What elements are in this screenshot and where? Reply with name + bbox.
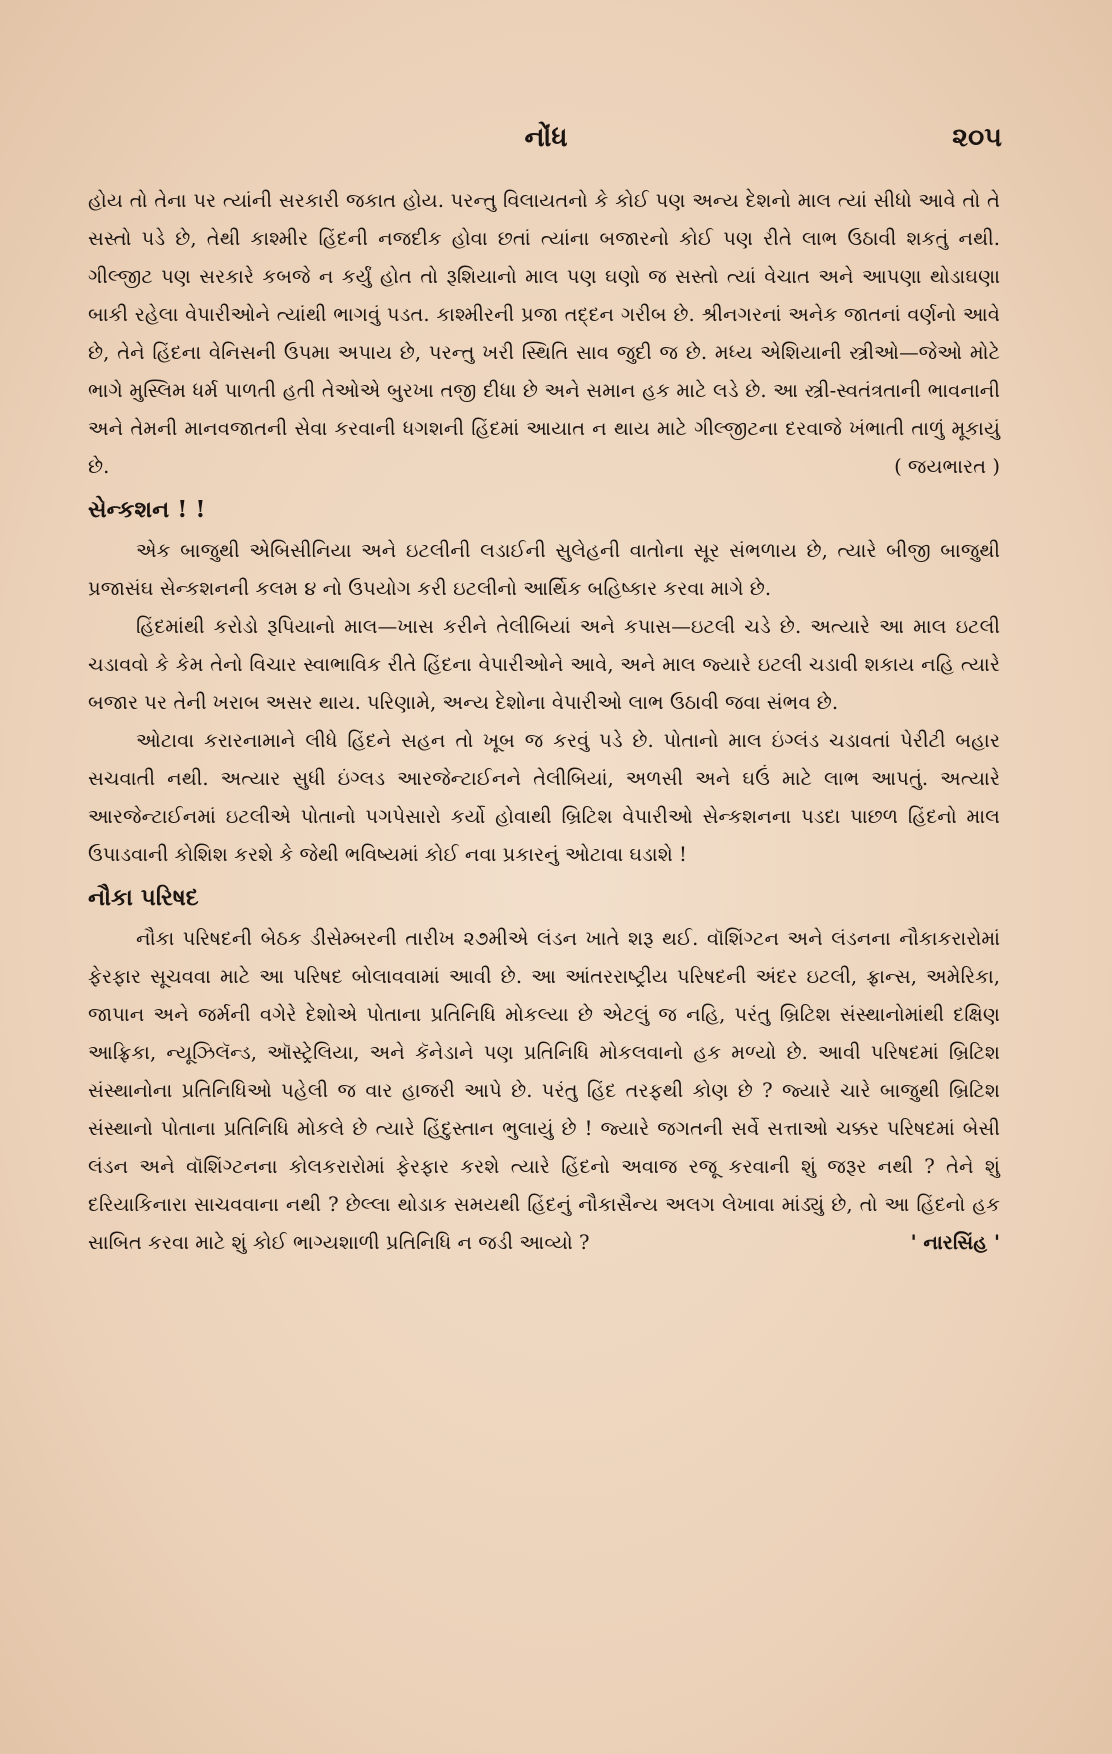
sanction-paragraph-3: ઓટાવા કરારનામાને લીધે હિંદને સહન તો ખૂબ જ કરવું પડે છે. પોતાનો માલ ઇંગ્લંડ ચડાવતાં પેરીટી બહાર સચવાતી નથી. અત્યાર સુધી ઇંગ્લડ આરજેન્ટાઈનને તેલીબિયાં, અળસી અને ઘઉં માટે લાભ આપતું. અત્યારે આરજેન્ટાઈનમાં ઇટલીએ પોતાનો પગપેસારો કર્યો હોવાથી બ્રિટિશ વેપારીઓ સેન્કશનના પડદા પાછળ હિંદનો માલ ઉપાડવાની કોશિશ કરશે કે જેથી ભવિષ્યમાં કોઈ નવા પ્રકારનું ઓટાવા ઘડાશે ! bbox=[88, 729, 1000, 866]
sanction-paragraph-2: હિંદમાંથી કરોડો રૂપિયાનો માલ—ખાસ કરીને તેલીબિયાં અને કપાસ—ઇટલી ચડે છે. અત્યારે આ માલ ઇટલી ચડાવવો કે કેમ તેનો વિચાર સ્વાભાવિક રીતે હિંદના વેપારીઓને આવે, અને માલ જ્યારે ઇટલી ચડાવી શકાય નહિ ત્યારે બજાર પર તેની ખરાબ અસર થાય. પરિણામે, અન્ય દેશોના વેપારીઓ લાભ ઉઠાવી જવા સંભવ છે. bbox=[88, 615, 1000, 714]
section-heading-naval: નૌકા પરિષદ bbox=[88, 884, 199, 911]
page-title: નોંધ bbox=[524, 122, 568, 153]
naval-paragraph bbox=[88, 920, 1000, 1262]
author-signature: ' નારસિંહ ' bbox=[910, 1231, 1000, 1254]
sanction-paragraph-1: એક બાજુથી એબિસીનિયા અને ઇટલીની લડાઈની સુલેહની વાતોના સૂર સંભળાય છે, ત્યારે બીજી બાજુથી પ્રજાસંઘ સેન્કશનની કલમ ૪ નો ઉપયોગ કરી ઇટલીનો આર્થિક બહિષ્કાર કરવા માગે છે. bbox=[88, 539, 1000, 600]
page-body bbox=[88, 182, 1000, 1262]
naval-text: નૌકા પરિષદની બેઠક ડીસેમ્બરની તારીખ ૨૭મીએ લંડન ખાતે શરૂ થઈ. વૉશિંગ્ટન અને લંડનના નૌકાકરારોમાં ફેરફાર સૂચવવા માટે આ પરિષદ બોલાવવામાં આવી છે. આ આંતરરાષ્ટ્રીય પરિષદની અંદર ઇટલી, ફ્રાન્સ, અમેરિકા, જાપાન અને જર્મની વગેરે દેશોએ પોતાના પ્રતિનિધિ મોકલ્યા છે એટલું જ નહિ, પરંતુ બ્રિટિશ સંસ્થાનોમાંથી દક્ષિણ આફ્રિકા, ન્યૂઝિલૅન્ડ, ઑસ્ટ્રેલિયા, અને કૅનેડાને પણ પ્રતિનિધિ મોકલવાનો હક મળ્યો છે. આવી પરિષદમાં બ્રિટિશ સંસ્થાનોના પ્રતિનિધિઓ પહેલી જ વાર હાજરી આપે છે. પરંતુ હિંદ તરફથી કોણ છે ? જ્યારે ચારે બાજુથી બ્રિટિશ સંસ્થાનો પોતાના પ્રતિનિધિ મોકલે છે ત્યારે હિંદુસ્તાન ભુલાયું છે ! જ્યારે જગતની સર્વે સત્તાઓ ચક્કર પરિષદમાં બેસી લંડન અને વૉશિંગ્ટનના કોલકરારોમાં ફેરફાર કરશે ત્યારે હિંદનો અવાજ રજૂ કરવાની શું જરૂર નથી ? તેને શું દરિયાકિનારા સાચવવાના નથી ? છેલ્લા થોડાક સમયથી હિંદનું નૌકાસૈન્ય અલગ લેખાવા માંડ્યું છે, તો આ હિંદનો હક સાબિત કરવા માટે શું કોઈ ભાગ્યશાળી પ્રતિનિધિ ન જડી આવ્યો ? bbox=[88, 927, 1000, 1254]
intro-paragraph bbox=[88, 182, 1000, 486]
page-header bbox=[90, 122, 1002, 162]
intro-attribution: ( જયભારત ) bbox=[894, 455, 1000, 478]
intro-text: હોય તો તેના પર ત્યાંની સરકારી જકાત હોય. પરન્તુ વિલાયતનો કે કોઈ પણ અન્ય દેશનો માલ ત્યાં સીધો આવે તો તે સસ્તો પડે છે, તેથી કાશ્મીર હિંદની નજદીક હોવા છતાં ત્યાંના બજારનો કોઈ પણ રીતે લાભ ઉઠાવી શકતું નથી. ગીલ્જીટ પણ સરકારે કબજે ન કર્યું હોત તો રૂશિયાનો માલ પણ ઘણો જ સસ્તો ત્યાં વેચાત અને આપણા થોડાઘણા બાકી રહેલા વેપારીઓને ત્યાંથી ભાગવું પડત. કાશ્મીરની પ્રજા તદ્દન ગરીબ છે. શ્રીનગરનાં અનેક જાતનાં વર્ણનો આવે છે, તેને હિંદના વેનિસની ઉપમા અપાય છે, પરન્તુ ખરી સ્થિતિ સાવ જુદી જ છે. મધ્ય એશિયાની સ્ત્રીઓ—જેઓ મોટે ભાગે મુસ્લિમ ધર્મ પાળતી હતી તેઓએ બુરખા તજી દીધા છે અને સમાન હક માટે લડે છે. આ સ્ત્રી-સ્વતંત્રતાની ભાવનાની અને તેમની માનવજાતની સેવા કરવાની ધગશની હિંદમાં આયાત ન થાય માટે ગીલ્જીટના દરવાજે ખંભાતી તાળું મૂકાયું છે. bbox=[88, 189, 1000, 478]
section-heading-sanction: સેન્કશન ! ! bbox=[88, 496, 206, 523]
page-number: ૨૦૫ bbox=[952, 122, 1002, 153]
